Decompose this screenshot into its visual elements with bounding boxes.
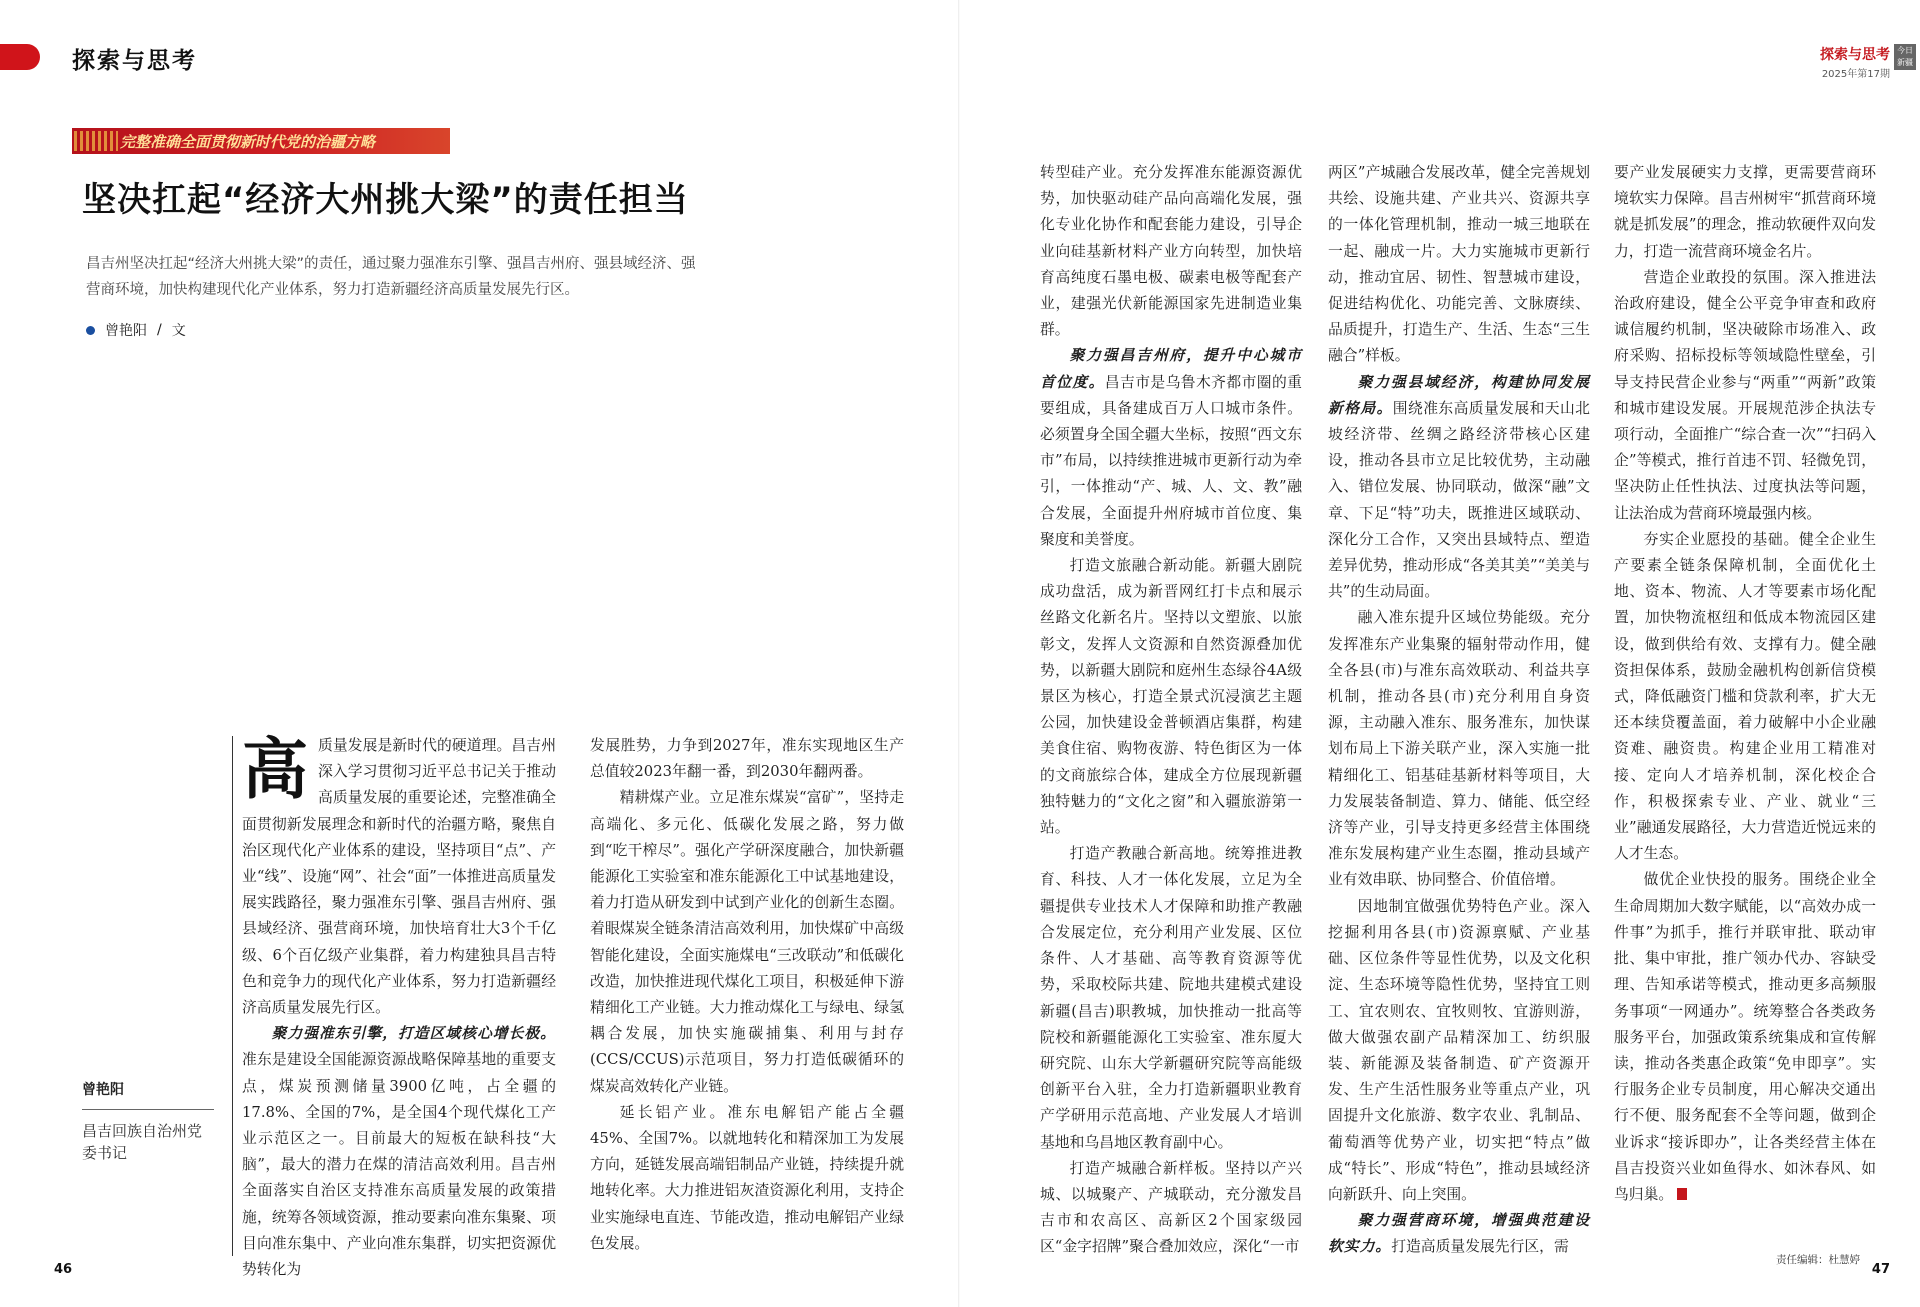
- right-running-header: [1820, 44, 1913, 80]
- body-column-3: [1040, 160, 1302, 1261]
- paragraph: 夯实企业愿投的基础。健全企业生产要素全链条保障机制，全面优化土地、资本、物流、人才等要素市场化配置，加快物流枢纽和低成本物流园区建设，做到供给有效、支撑有力。健全融资担保体系，鼓励金融机构创新信贷模式，降低融资门槛和贷款利率，扩大无还本续贷覆盖面，着力破解中小企业融资难、融资贵。构建企业用工精准对接、定向人才培养机制，深化校企合作，积极探索专业、产业、就业“三业”融通发展路径，大力营造近悦远来的人才生态。: [1614, 530, 1876, 863]
- banner-text: 完整准确全面贯彻新时代党的治疆方略: [120, 133, 376, 151]
- section-lead: 聚力强准东引擎，打造区域核心增长极。: [271, 1025, 556, 1043]
- paragraph: 营造企业敢投的氛围。深入推进法治政府建设，健全公平竞争审查和政府诚信履约机制，坚决破除市场准入、政府采购、招标投标等领域隐性壁垒，引导支持民营企业参与“两重”“两新”政策和城市建设发展。开展规范涉企执法专项行动，全面推广“综合查一次”“扫码入企”等模式，推行首违不罚、轻微免罚，坚决防止任性执法、过度执法等问题，让法治成为营商环境最强内核。: [1614, 268, 1876, 522]
- paragraph: 打造产教融合新高地。统筹推进教育、科技、人才一体化发展，立足为全疆提供专业技术人才保障和助推产教融合发展定位，充分利用产业发展、区位条件、人才基础、高等教育资源等优势，采取校际共建、院地共建模式建设新疆(昌吉)职教城，加快推动一批高等院校和新疆能源化工实验室、准东厦大研究院、山东大学新疆研究院等高能级创新平台入驻，全力打造新疆职业教育产学研用示范高地、产业发展人才培训基地和乌昌地区教育副中心。: [1040, 845, 1302, 1151]
- body-column-4: [1328, 160, 1590, 1261]
- magazine-logo: 今日新疆: [1894, 44, 1916, 70]
- paragraph: 打造产城融合新样板。坚持以产兴城、以城聚产、产城联动，充分激发昌吉市和农高区、高新区2个国家级园区“金字招牌”聚合叠加效应，深化“一市: [1040, 1159, 1302, 1256]
- author-info: [82, 1079, 214, 1164]
- paragraph: 聚力强准东引擎，打造区域核心增长极。准东是建设全国能源资源战略保障基地的重要支点，煤炭预测储量3900亿吨，占全疆的17.8%、全国的7%，是全国4个现代煤化工产业示范区之一。目前最大的短板在缺科技“大脑”，最大的潜力在煤的清洁高效利用。昌吉州全面落实自治区支持准东高质量发展的政策措施，统筹各领域资源，推动要素向准东集聚、项目向准东集中、产业向准东集群，切实把资源优势转化为: [242, 1025, 556, 1279]
- article-deck: 昌吉州坚决扛起“经济大州挑大梁”的责任，通过聚力强准东引擎、强昌吉州府、强县域经济、强营商环境，加快构建现代化产业体系，努力打造新疆经济高质量发展先行区。: [86, 256, 696, 298]
- paragraph: 做优企业快投的服务。围绕企业全生命周期加大数字赋能，以“高效办成一件事”为抓手，推行并联审批、联动审批、集中审批，推广领办代办、容缺受理、告知承诺等模式，推动更多高频服务事项“一网通办”。统筹整合各类政务服务平台，加强政策系统集成和宣传解读，推动各类惠企政策“免申即享”。实行服务企业专员制度，用心解决交通出行不便、服务配套不全等问题，做到企业诉求“接诉即办”，让各类经营主体在昌吉投资兴业如鱼得水、如沐春风、如鸟归巢。: [1614, 871, 1876, 1203]
- section-lead: 聚力强昌吉州府，提升中心城市首位度。: [1040, 347, 1302, 391]
- paragraph: 聚力强县域经济，构建协同发展新格局。围绕准东高质量发展和天山北坡经济带、丝绸之路经济带核心区建设，推动各县市立足比较优势，主动融入、错位发展、协同联动，做深“融”文章、下足“特”功夫，既推进区域联动、深化分工合作，又突出县域特点、塑造差异优势，推动形成“各美其美”“美美与共”的生动局面。: [1328, 373, 1590, 601]
- body-column-1: [242, 730, 556, 1283]
- article-title: 坚决扛起“经济大州挑大梁”的责任担当: [82, 180, 689, 220]
- body-column-2: [590, 733, 904, 1257]
- paragraph: 融入准东提升区域位势能级。充分发挥准东产业集聚的辐射带动作用，健全各县(市)与准东高效联动、利益共享机制，推动各县(市)充分利用自身资源，主动融入准东、服务准东，加快谋划布局上下游关联产业，深入实施一批精细化工、铝基硅基新材料等项目，大力发展装备制造、算力、储能、低空经济等产业，引导支持更多经营主体围绕准东发展构建产业生态圈，推动县域产业有效串联、协同整合、价值倍增。: [1328, 609, 1590, 889]
- page-number-right: 47: [1871, 1262, 1890, 1277]
- page-number-left: 46: [54, 1262, 73, 1277]
- end-of-article-icon: [1677, 1188, 1687, 1200]
- column-rule: [232, 736, 233, 1256]
- section-title-right: 探索与思考: [1820, 47, 1890, 63]
- paragraph: 打造文旅融合新动能。新疆大剧院成功盘活，成为新晋网红打卡点和展示丝路文化新名片。坚持以文塑旅、以旅彰文，发挥人文资源和自然资源叠加优势，以新疆大剧院和庭州生态绿谷4A级景区为核心，打造全景式沉浸演艺主题公园，加快建设金普顿酒店集群，构建美食住宿、购物夜游、特色街区为一体的文商旅综合体，建成全方位展现新疆独特魅力的“文化之窗”和入疆旅游第一站。: [1040, 557, 1302, 837]
- section-title-left: 探索与思考: [72, 47, 197, 74]
- byline-separator: /: [157, 322, 162, 338]
- byline-author: 曾艳阳: [105, 323, 147, 339]
- section-lead: 聚力强营商环境，增强典范建设软实力。: [1328, 1212, 1590, 1256]
- drop-cap: 高: [242, 730, 308, 808]
- paragraph: 聚力强昌吉州府，提升中心城市首位度。昌吉市是乌鲁木齐都市圈的重要组成，具备建成百万人口城市条件。必须置身全国全疆大坐标，按照“西文东市”布局，以持续推进城市更新行动为牵引，一体推动“产、城、人、文、教”融合发展，全面提升州府城市首位度、集聚度和美誉度。: [1040, 347, 1302, 548]
- section-tab-marker: [0, 44, 40, 70]
- byline-role: 文: [171, 323, 186, 339]
- paragraph: 延长铝产业。准东电解铝产能占全疆45%、全国7%。以就地转化和精深加工为发展方向，延链发展高端铝制品产业链，持续提升就地转化率。大力推进铝灰渣资源化利用，支持企业实施绿电直连、节能改造，推动电解铝产业绿色发展。: [590, 1103, 904, 1252]
- body-column-5: [1614, 160, 1876, 1208]
- paragraph: 发展胜势，力争到2027年，准东实现地区生产总值较2023年翻一番，到2030年翻两番。: [590, 737, 904, 781]
- author-name: 曾艳阳: [82, 1079, 214, 1110]
- column-banner: [72, 128, 450, 154]
- byline: [86, 320, 186, 340]
- right-page: [960, 0, 1920, 1307]
- paragraph: 聚力强营商环境，增强典范建设软实力。打造高质量发展先行区，需: [1328, 1212, 1590, 1256]
- building-ornament-icon: [74, 131, 118, 151]
- paragraph: 因地制宜做强优势特色产业。深入挖掘利用各县(市)资源禀赋、产业基础、区位条件等显性优势，以及文化积淀、生态环境等隐性优势，坚持宜工则工、宜农则农、宜牧则牧、宜游则游，做大做强农副产品精深加工、纺织服装、新能源及装备制造、矿产资源开发、生产生活性服务业等重点产业，巩固提升文化旅游、数字农业、乳制品、葡萄酒等优势产业，切实把“特点”做成“特长”、形成“特色”，推动县域经济向新跃升、向上突围。: [1328, 897, 1590, 1203]
- paragraph: 转型硅产业。充分发挥准东能源资源优势，加快驱动硅产品向高端化发展，强化专业化协作和配套能力建设，引导企业向硅基新材料产业方向转型，加快培育高纯度石墨电极、碳素电极等配套产业，建强光伏新能源国家先进制造业集群。: [1040, 164, 1302, 339]
- author-title: 昌吉回族自治州党委书记: [82, 1122, 203, 1162]
- issue-number: 2025年第17期: [1821, 69, 1890, 80]
- opening-paragraph: 高质量发展是新时代的硬道理。昌吉州深入学习贯彻习近平总书记关于推动高质量发展的重要论述，完整准确全面贯彻新发展理念和新时代的治疆方略，聚焦自治区现代化产业体系的建设，坚持项目“点”、产业“线”、设施“网”、社会“面”一体推进高质量发展实践路径，聚力强准东引擎、强昌吉州府、强县域经济、强营商环境，加快培育壮大3个千亿级、6个百亿级产业集群，着力构建独具昌吉特色和竞争力的现代化产业体系，努力打造新疆经济高质量发展先行区。: [242, 730, 556, 1017]
- bullet-icon: [86, 326, 95, 335]
- paragraph: 精耕煤产业。立足准东煤炭“富矿”，坚持走高端化、多元化、低碳化发展之路，努力做到“吃干榨尽”。强化产学研深度融合，加快新疆能源化工实验室和准东能源化工中试基地建设，着力打造从研发到中试到产业化的创新生态圈。着眼煤炭全链条清洁高效利用，加快煤矿中高级智能化建设，全面实施煤电“三改联动”和低碳化改造，加快推进现代煤化工项目，积极延伸下游精细化工产业链。大力推动煤化工与绿电、绿氢耦合发展，加快实施碳捕集、利用与封存(CCS/CCUS)示范项目，努力打造低碳循环的煤炭高效转化产业链。: [590, 789, 904, 1095]
- responsible-editor: 责任编辑：杜慧婷: [1776, 1254, 1860, 1266]
- section-lead: 聚力强县域经济，构建协同发展新格局。: [1328, 373, 1590, 417]
- paragraph: 要产业发展硬实力支撑，更需要营商环境软实力保障。昌吉州树牢“抓营商环境就是抓发展”的理念，推动软硬件双向发力，打造一流营商环境金名片。: [1614, 164, 1876, 260]
- paragraph: 两区”产城融合发展改革，健全完善规划共绘、设施共建、产业共兴、资源共享的一体化管理机制，推动一城三地联在一起、融成一片。大力实施城市更新行动，推动宜居、韧性、智慧城市建设，促进结构优化、功能完善、文脉赓续、品质提升，打造生产、生活、生态“三生融合”样板。: [1328, 164, 1590, 365]
